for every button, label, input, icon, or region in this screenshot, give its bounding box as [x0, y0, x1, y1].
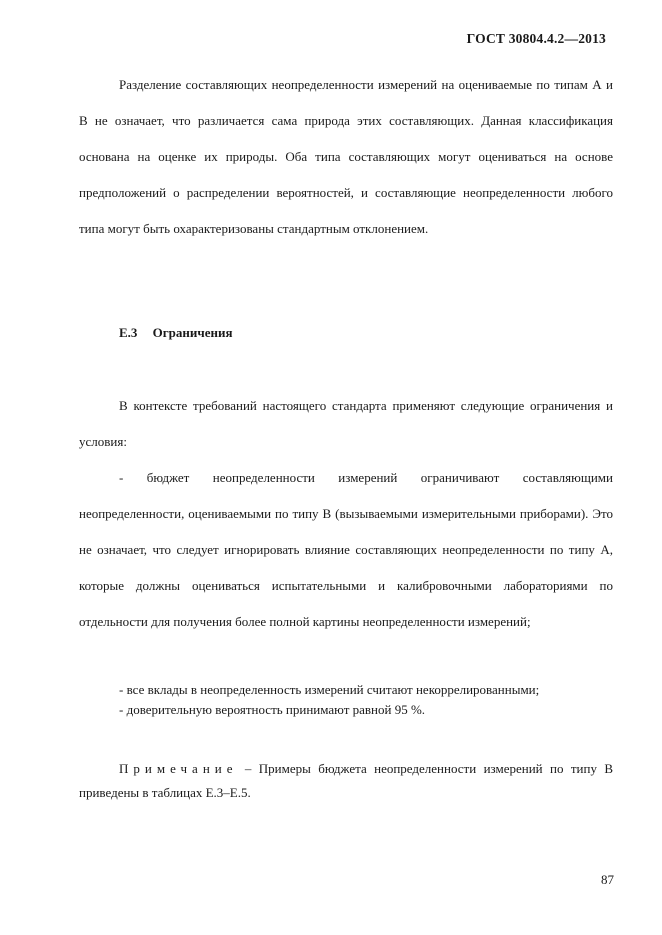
document-header: ГОСТ 30804.4.2—2013 [466, 31, 606, 46]
list-item-budget: - бюджет неопределенности измерений ограничивают составляющими неопределенности, оцениваемыми по типу В (вызываемыми измерительными приборами). Это не означает, что следует игнорировать влияние составляющих неопределенности по типу А, которые должны оцениваться испытательными и калибровочными лабораториями по отдельности для получения более полной картины неопределенности измерений; [79, 470, 613, 629]
paragraph-classification: Разделение составляющих неопределенности измерений на оцениваемые по типам А и В не означает, что различается сама природа этих составляющих. Данная классификация основана на оценке их природы. Оба типа составляющих могут оцениваться на основе предположений о распределении вероятностей, и составляющие неопределенности любого типа могут быть охарактеризованы стандартным отклонением. [79, 77, 613, 236]
short-list [119, 680, 613, 720]
note-label: Примечание [119, 761, 238, 776]
section-heading [119, 325, 233, 341]
page-number: 87 [601, 872, 614, 887]
note-paragraph [79, 757, 613, 805]
paragraph-conditions-intro: В контексте требований настоящего стандарта применяют следующие ограничения и условия: [79, 398, 613, 449]
list-item-uncorrelated: - все вклады в неопределенность измерений считают некоррелированными; [119, 682, 540, 697]
section-title: Ограничения [152, 325, 233, 340]
list-item-confidence: - доверительную вероятность принимают равной 95 %. [119, 702, 426, 717]
section-number: Е.3 [119, 325, 138, 340]
note-text: – Примеры бюджета неопределенности измерений по типу В приведены в таблицах Е.3–Е.5. [79, 761, 613, 800]
